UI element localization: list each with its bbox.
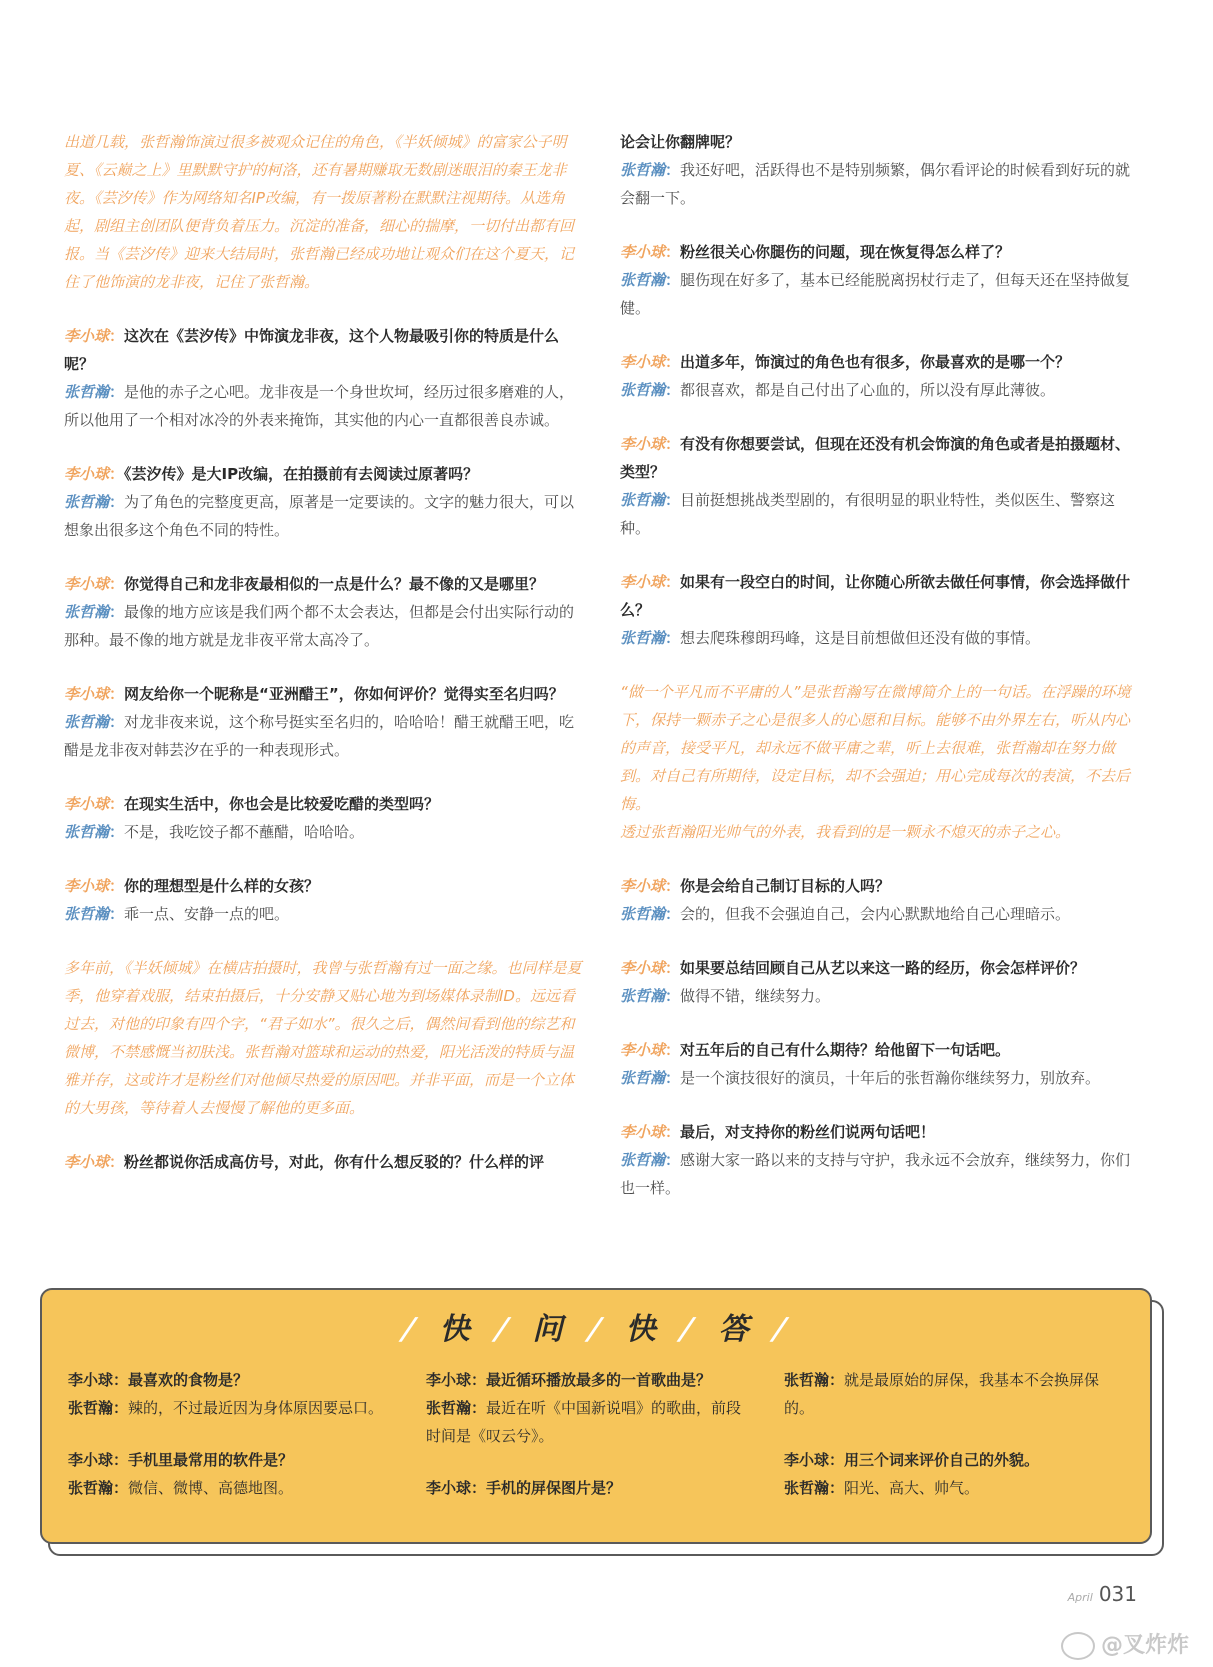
page-number: April 031 (1067, 1582, 1137, 1606)
quick-qa-item: 李小球：最近循环播放最多的一首歌曲是？ 张哲瀚：最近在听《中国新说唱》的歌曲，前段时间是《叹云兮》。 (426, 1371, 742, 1445)
quick-qa-item: 张哲瀚：就是最原始的屏保，我基本不会换屏保的。 (784, 1371, 1100, 1417)
right-column (620, 128, 1132, 1202)
qa-item: 李小球：这次在《芸汐传》中饰演龙非夜，这个人物最吸引你的特质是什么呢？ 张哲瀚：是他的赤子之心吧。龙非夜是一个身世坎坷，经历过很多磨难的人，所以他用了一个相对冰冷的外表来掩饰，其实他的内心一直都很善良赤诚。 (64, 327, 575, 429)
qa-item: 李小球：在现实生活中，你也会是比较爱吃醋的类型吗？ 张哲瀚：不是，我吃饺子都不蘸醋，哈哈哈。 (64, 795, 440, 841)
answer-text: 不是，我吃饺子都不蘸醋，哈哈哈。 (124, 823, 365, 841)
interviewee-name: 张哲瀚 (620, 905, 666, 923)
answer-text: 最像的地方应该是我们两个都不太会表达，但都是会付出实际行动的那种。最不像的地方就是龙非夜平常太高冷了。 (64, 603, 575, 649)
quick-qa-box (40, 1288, 1152, 1544)
interviewee-name: 张哲瀚 (64, 713, 110, 731)
interviewee-name: 张哲瀚 (64, 383, 110, 401)
interviewer-name: 李小球 (620, 959, 666, 977)
question-text: 在现实生活中，你也会是比较爱吃醋的类型吗？ (124, 795, 440, 813)
qa-item: 李小球：《芸汐传》是大IP改编，在拍摄前有去阅读过原著吗？ 张哲瀚：为了角色的完整度更高，原著是一定要读的。文字的魅力很大，可以想象出很多这个角色不同的特性。 (64, 465, 575, 539)
quick-qa-item: 李小球：手机里最常用的软件是？ 张哲瀚：微信、微博、高德地图。 (68, 1451, 294, 1497)
interviewee-name: 张哲瀚 (620, 271, 666, 289)
answer-text: 感谢大家一路以来的支持与守护，我永远不会放弃，继续努力，你们也一样。 (620, 1151, 1131, 1197)
question-text: 你是会给自己制订目标的人吗？ (680, 877, 891, 895)
interviewer-name: 李小球 (620, 573, 666, 591)
month-label: April (1067, 1591, 1093, 1604)
interviewer-name: 李小球 (620, 1041, 666, 1059)
answer-text: 腿伤现在好多了，基本已经能脱离拐杖行走了，但每天还在坚持做复健。 (620, 271, 1131, 317)
question-text: 你觉得自己和龙非夜最相似的一点是什么？最不像的又是哪里？ (124, 575, 545, 593)
weibo-watermark: @叉炸炸 (1061, 1628, 1189, 1660)
intro-paragraph: 出道几载，张哲瀚饰演过很多被观众记住的角色，《半妖倾城》的富家公子明夏、《云巅之上》里默默守护的柯洛，还有暑期赚取无数剧迷眼泪的秦王龙非夜。《芸汐传》作为网络知名IP改编，有一拨原著粉在默默注视期待。从选角起，剧组主创团队便背负着压力。沉淀的准备，细心的揣摩，一切付出都有回报。当《芸汐传》迎来大结局时，张哲瀚已经成功地让观众们在这个夏天，记住了他饰演的龙非夜，记住了张哲瀚。 (64, 133, 575, 291)
interviewee-name: 张哲瀚 (620, 1069, 666, 1087)
question-text: 如果要总结回顾自己从艺以来这一路的经历，你会怎样评价？ (680, 959, 1086, 977)
question-text: 《芸汐传》是大IP改编，在拍摄前有去阅读过原著吗？ (124, 465, 479, 483)
interviewee-name: 张哲瀚 (64, 603, 110, 621)
interviewee-name: 张哲瀚 (64, 823, 110, 841)
question-text: 这次在《芸汐传》中饰演龙非夜，这个人物最吸引你的特质是什么呢？ (64, 327, 560, 373)
qa-item: 李小球：出道多年，饰演过的角色也有很多，你最喜欢的是哪一个？ 张哲瀚：都很喜欢，都是自己付出了心血的，所以没有厚此薄彼。 (620, 353, 1071, 399)
question-text: 对五年后的自己有什么期待？给他留下一句话吧。 (680, 1041, 1011, 1059)
interviewer-name: 李小球 (64, 575, 110, 593)
slash-decoration: / (582, 1312, 610, 1347)
interviewee-name: 张哲瀚 (620, 629, 666, 647)
qa-item: 李小球：如果有一段空白的时间，让你随心所欲去做任何事情，你会选择做什么？ 张哲瀚：想去爬珠穆朗玛峰，这是目前想做但还没有做的事情。 (620, 573, 1131, 647)
question-continued: 论会让你翻牌呢？ (620, 133, 741, 151)
answer-text: 是一个演技很好的演员，十年后的张哲瀚你继续努力，别放弃。 (680, 1069, 1101, 1087)
reporter-note (620, 678, 1132, 846)
reporter-note-text: “做一个平凡而不平庸的人”是张哲瀚写在微博简介上的一句话。在浮躁的环境下，保持一颗赤子之心是很多人的心愿和目标。能够不由外界左右，听从内心的声音，接受平凡，却永远不做平庸之辈，听上去很难，张哲瀚却在努力做到。对自己有所期待，设定目标，却不会强迫；用心完成每次的表演，不去后悔。 (620, 683, 1131, 813)
answer-text: 想去爬珠穆朗玛峰，这是目前想做但还没有做的事情。 (680, 629, 1041, 647)
reporter-note: 多年前，《半妖倾城》在横店拍摄时，我曾与张哲瀚有过一面之缘。也同样是夏季，他穿着戏服，结束拍摄后，十分安静又贴心地为到场媒体录制ID。远远看过去，对他的印象有四个字，“君子如水”。很久之后，偶然间看到他的综艺和微博，不禁感慨当初肤浅。张哲瀚对篮球和运动的热爱，阳光活泼的特质与温雅并存，这或许才是粉丝们对他倾尽热爱的原因吧。并非平面，而是一个立体的大男孩，等待着人去慢慢了解他的更多面。 (64, 959, 582, 1117)
interviewee-name: 张哲瀚 (64, 493, 110, 511)
slash-decoration: / (768, 1312, 796, 1347)
left-column: 出道几载，张哲瀚饰演过很多被观众记住的角色，《半妖倾城》的富家公子明夏、《云巅之上》里默默守护的柯洛，还有暑期赚取无数剧迷眼泪的秦王龙非夜。《芸汐传》作为网络知名IP改编，有一拨原著粉在默默注视期待。从选角起，剧组主创团队便背负着压力。沉淀的准备，细心的揣摩，一切付出都有回报。当《芸汐传》迎来大结局时，张哲瀚已经成功地让观众们在这个夏天，记住了他饰演的龙非夜，记住了张哲瀚。 李小球：这次在《芸汐传》中饰演龙非夜，这个人物最吸引你的特质是什么呢？ 张哲瀚：是他的赤子之心吧。龙非夜是一个身世坎坷，经历过很多磨难的人，所以他用了一个相对冰冷的外表来掩饰，其实他的内心一直都很善良赤诚。 李小球：《芸汐传》是大IP改编，在拍摄前有去阅读过原著吗？ 张哲瀚：为了角色的完整度更高，原著是一定要读的。文字的魅力很大，可以想象出很多这个角色不同的特性。 李小球：你觉得自己和龙非夜最相似的一点是什么？最不像的又是哪里？ 张哲瀚：最像的地方应该是我们两个都不太会表达，但都是会付出实际行动的那种。最不像的地方就是龙非夜平常太高冷了。 李小球：网友给你一个昵称是“亚洲醋王”，你如何评价？觉得实至名归吗？ 张哲瀚：对龙非夜来说，这个称号挺实至名归的，哈哈哈！醋王就醋王吧，吃醋是龙非夜对韩芸汐在乎的一种表现形式。 李小球：在现实生活中，你也会是比较爱吃醋的类型吗？ 张哲瀚：不是，我吃饺子都不蘸醋，哈哈哈。 李小球：你的理想型是什么样的女孩？ 张哲瀚：乖一点、安静一点的吧。 多年前，《半妖倾城》在横店拍摄时，我曾与张哲瀚有过一面之缘。也同样是夏季，他穿着戏服，结束拍摄后，十分安静又贴心地为到场媒体录制ID。远远看过去，对他的印象有四个字，“君子如水”。很久之后，偶然间看到他的综艺和微博，不禁感慨当初肤浅。张哲瀚对篮球和运动的热爱，阳光活泼的特质与温雅并存，这或许才是粉丝们对他倾尽热爱的原因吧。并非平面，而是一个立体的大男孩，等待着人去慢慢了解他的更多面。 李小球：粉丝都说你活成高仿号，对此，你有什么想反驳的？什么样的评 (64, 128, 582, 1176)
interviewer-name: 李小球 (620, 353, 666, 371)
quick-qa-title: / 快 / 问 / 快 / 答 / (396, 1312, 796, 1347)
question-text: 出道多年，饰演过的角色也有很多，你最喜欢的是哪一个？ (680, 353, 1071, 371)
qa-item: 李小球：网友给你一个昵称是“亚洲醋王”，你如何评价？觉得实至名归吗？ 张哲瀚：对龙非夜来说，这个称号挺实至名归的，哈哈哈！醋王就醋王吧，吃醋是龙非夜对韩芸汐在乎的一种表现形式。 (64, 685, 575, 759)
qa-item: 李小球：对五年后的自己有什么期待？给他留下一句话吧。 张哲瀚：是一个演技很好的演员，十年后的张哲瀚你继续努力，别放弃。 (620, 1041, 1101, 1087)
interviewer-name: 李小球 (64, 465, 110, 483)
interviewer-name: 李小球 (64, 877, 110, 895)
answer-text: 乖一点、安静一点的吧。 (124, 905, 290, 923)
answer-text: 是他的赤子之心吧。龙非夜是一个身世坎坷，经历过很多磨难的人，所以他用了一个相对冰冷的外表来掩饰，其实他的内心一直都很善良赤诚。 (64, 383, 575, 429)
answer-text: 会的，但我不会强迫自己，会内心默默地给自己心理暗示。 (680, 905, 1071, 923)
weibo-icon (1061, 1632, 1095, 1660)
question-text: 粉丝很关心你腿伤的问题，现在恢复得怎么样了？ (680, 243, 1011, 261)
question-text: 网友给你一个昵称是“亚洲醋王”，你如何评价？觉得实至名归吗？ (124, 685, 564, 703)
question-text: 有没有你想要尝试，但现在还没有机会饰演的角色或者是拍摄题材、类型？ (620, 435, 1131, 481)
answer-text: 我还好吧，活跃得也不是特别频繁，偶尔看评论的时候看到好玩的就会翻一下。 (620, 161, 1131, 207)
slash-decoration: / (489, 1312, 517, 1347)
qa-item: 李小球：你的理想型是什么样的女孩？ 张哲瀚：乖一点、安静一点的吧。 (64, 877, 320, 923)
interviewer-name: 李小球 (620, 1123, 666, 1141)
qa-item: 李小球：最后，对支持你的粉丝们说两句话吧！ 张哲瀚：感谢大家一路以来的支持与守护，我永远不会放弃，继续努力，你们也一样。 (620, 1123, 1131, 1197)
interviewee-name: 张哲瀚 (620, 161, 666, 179)
question-text: 如果有一段空白的时间，让你随心所欲去做任何事情，你会选择做什么？ (620, 573, 1131, 619)
interviewee-name: 张哲瀚 (620, 491, 666, 509)
quick-qa-item: 李小球：最喜欢的食物是？ 张哲瀚：辣的，不过最近因为身体原因要忌口。 (68, 1371, 384, 1417)
answer-text: 都很喜欢，都是自己付出了心血的，所以没有厚此薄彼。 (680, 381, 1056, 399)
quick-qa-item: 李小球：手机的屏保图片是？ (426, 1479, 622, 1497)
interviewee-name: 张哲瀚 (620, 1151, 666, 1169)
qa-item: 论会让你翻牌呢？ 张哲瀚：我还好吧，活跃得也不是特别频繁，偶尔看评论的时候看到好玩的就会翻一下。 (620, 128, 1132, 212)
qa-item: 李小球：你觉得自己和龙非夜最相似的一点是什么？最不像的又是哪里？ 张哲瀚：最像的地方应该是我们两个都不太会表达，但都是会付出实际行动的那种。最不像的地方就是龙非夜平常太高冷了。 (64, 575, 575, 649)
question-text: 最后，对支持你的粉丝们说两句话吧！ (680, 1123, 936, 1141)
question-text: 你的理想型是什么样的女孩？ (124, 877, 320, 895)
reporter-note-closing: 透过张哲瀚阳光帅气的外表，我看到的是一颗永不熄灭的赤子之心。 (620, 823, 1071, 841)
interviewee-name: 张哲瀚 (620, 381, 666, 399)
answer-text: 对龙非夜来说，这个称号挺实至名归的，哈哈哈！醋王就醋王吧，吃醋是龙非夜对韩芸汐在乎的一种表现形式。 (64, 713, 575, 759)
qa-item: 李小球：粉丝很关心你腿伤的问题，现在恢复得怎么样了？ 张哲瀚：腿伤现在好多了，基本已经能脱离拐杖行走了，但每天还在坚持做复健。 (620, 243, 1131, 317)
interviewer-name: 李小球 (64, 1153, 110, 1171)
interviewer-name: 李小球 (620, 877, 666, 895)
interviewee-name: 张哲瀚 (64, 905, 110, 923)
interviewer-name: 李小球 (64, 795, 110, 813)
interviewer-name: 李小球 (620, 243, 666, 261)
interviewee-name: 张哲瀚 (620, 987, 666, 1005)
interviewer-name: 李小球 (620, 435, 666, 453)
quick-qa-item: 李小球：用三个词来评价自己的外貌。 张哲瀚：阳光、高大、帅气。 (784, 1451, 1040, 1497)
answer-text: 做得不错，继续努力。 (680, 987, 831, 1005)
answer-text: 目前挺想挑战类型剧的，有很明显的职业特性，类似医生、警察这种。 (620, 491, 1116, 537)
slash-decoration: / (675, 1312, 703, 1347)
qa-item: 李小球：如果要总结回顾自己从艺以来这一路的经历，你会怎样评价？ 张哲瀚：做得不错，继续努力。 (620, 959, 1086, 1005)
qa-item: 李小球：你是会给自己制订目标的人吗？ 张哲瀚：会的，但我不会强迫自己，会内心默默地给自己心理暗示。 (620, 877, 1071, 923)
qa-item: 李小球：有没有你想要尝试，但现在还没有机会饰演的角色或者是拍摄题材、类型？ 张哲瀚：目前挺想挑战类型剧的，有很明显的职业特性，类似医生、警察这种。 (620, 435, 1131, 537)
question-text: 粉丝都说你活成高仿号，对此，你有什么想反驳的？什么样的评 (124, 1153, 545, 1171)
interviewer-name: 李小球 (64, 327, 110, 345)
answer-text: 为了角色的完整度更高，原著是一定要读的。文字的魅力很大，可以想象出很多这个角色不同的特性。 (64, 493, 575, 539)
slash-decoration: / (396, 1312, 424, 1347)
interviewer-name: 李小球 (64, 685, 110, 703)
